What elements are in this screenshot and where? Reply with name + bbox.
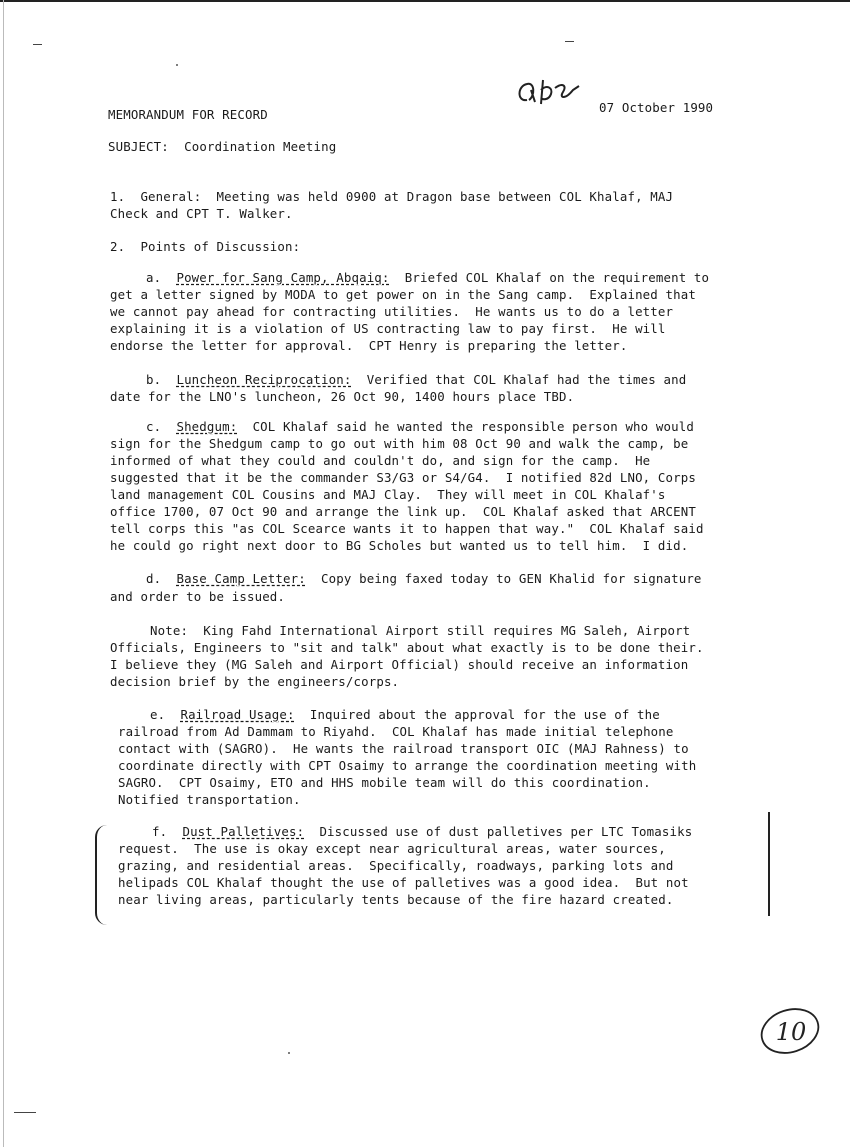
page-number-ring bbox=[758, 1006, 822, 1056]
item-d-line-1 bbox=[146, 570, 702, 587]
general-line-2: Check and CPT T. Walker. bbox=[110, 206, 293, 221]
memo-date: 07 October 1990 bbox=[599, 100, 714, 115]
item-c-line-5: land management COL Cousins and MAJ Clay. They will meet in COL Khalaf's bbox=[110, 487, 666, 502]
item-f-line-1-rest: Discussed use of dust palletives per LTC Tomasiks bbox=[304, 824, 693, 839]
item-f-line-4: helipads COL Khalaf thought the use of palletives was a good idea. But not bbox=[118, 875, 689, 890]
handwritten-bracket-left bbox=[95, 825, 109, 925]
item-a-line-3: we cannot pay ahead for contracting utilities. He wants us to do a letter bbox=[110, 304, 674, 319]
item-a-line-4: explaining it is a violation of US contracting law to pay first. He will bbox=[110, 321, 666, 336]
item-a-line-1-rest: Briefed COL Khalaf on the requirement to bbox=[389, 270, 710, 285]
item-c-line-4: suggested that it be the commander S3/G3 or S4/G4. I notified 82d LNO, Corps bbox=[110, 470, 696, 485]
subject-text: Coordination Meeting bbox=[184, 139, 337, 154]
note-line-2: Officials, Engineers to "sit and talk" about what exactly is to be done their. bbox=[110, 640, 704, 655]
memo-title: MEMORANDUM FOR RECORD bbox=[108, 107, 268, 122]
note-line-1: Note: King Fahd International Airport still requires MG Saleh, Airport bbox=[150, 623, 691, 638]
item-e-line-4: coordinate directly with CPT Osaimy to arrange the coordination meeting with bbox=[118, 758, 697, 773]
item-b-line-1 bbox=[146, 371, 686, 388]
item-d-prefix: d. bbox=[146, 571, 177, 586]
handwritten-initials bbox=[513, 70, 583, 110]
item-c-line-3: informed of what they could and couldn't do, and sign for the camp. He bbox=[110, 453, 651, 468]
subject-line bbox=[108, 138, 336, 155]
item-f-line-2: request. The use is okay except near agricultural areas, water sources, bbox=[118, 841, 666, 856]
points-heading: 2. Points of Discussion: bbox=[110, 239, 301, 254]
item-c-line-6: office 1700, 07 Oct 90 and arrange the link up. COL Khalaf asked that ARCENT bbox=[110, 504, 696, 519]
page-number: 10 bbox=[775, 1018, 807, 1046]
scan-top-border bbox=[0, 0, 850, 2]
item-d-title: Base Camp Letter: bbox=[176, 571, 306, 586]
item-c-line-1 bbox=[146, 418, 694, 435]
item-c-prefix: c. bbox=[146, 419, 177, 434]
item-c-line-8: he could go right next door to BG Scholes but wanted us to tell him. I did. bbox=[110, 538, 689, 553]
item-e-prefix: e. bbox=[150, 707, 181, 722]
subject-label: SUBJECT: bbox=[108, 139, 169, 154]
scan-mark bbox=[33, 44, 42, 45]
item-c-line-2: sign for the Shedgum camp to go out with him 08 Oct 90 and walk the camp, be bbox=[110, 436, 689, 451]
scan-left-edge bbox=[3, 0, 4, 1147]
item-a-line-2: get a letter signed by MODA to get power on in the Sang camp. Explained that bbox=[110, 287, 696, 302]
item-e-line-5: SAGRO. CPT Osaimy, ETO and HHS mobile team will do this coordination. bbox=[118, 775, 651, 790]
item-e-line-1-rest: Inquired about the approval for the use of the bbox=[294, 707, 660, 722]
item-c-title: Shedgum: bbox=[176, 419, 238, 434]
scan-mark bbox=[565, 41, 574, 42]
item-e-title: Railroad Usage: bbox=[180, 707, 295, 722]
item-b-title: Luncheon Reciprocation: bbox=[176, 372, 352, 387]
item-e-line-6: Notified transportation. bbox=[118, 792, 301, 807]
item-f-prefix: f. bbox=[152, 824, 183, 839]
item-f-line-5: near living areas, particularly tents because of the fire hazard created. bbox=[118, 892, 674, 907]
item-a-prefix: a. bbox=[146, 270, 177, 285]
item-f-line-3: grazing, and residential areas. Specifically, roadways, parking lots and bbox=[118, 858, 674, 873]
page-number-circle bbox=[758, 1006, 822, 1060]
scan-mark bbox=[14, 1112, 36, 1113]
general-line-1: 1. General: Meeting was held 0900 at Dragon base between COL Khalaf, MAJ bbox=[110, 189, 674, 204]
scan-speck bbox=[176, 64, 178, 66]
scan-speck bbox=[288, 1052, 290, 1054]
item-b-line-2: date for the LNO's luncheon, 26 Oct 90, 1400 hours place TBD. bbox=[110, 389, 575, 404]
item-c-line-1-rest: COL Khalaf said he wanted the responsible person who would bbox=[237, 419, 694, 434]
item-b-prefix: b. bbox=[146, 372, 177, 387]
handwritten-bracket-right bbox=[768, 812, 770, 916]
item-e-line-3: contact with (SAGRO). He wants the railroad transport OIC (MAJ Rahness) to bbox=[118, 741, 689, 756]
item-f-line-1 bbox=[152, 823, 692, 840]
item-a-line-1 bbox=[146, 269, 709, 286]
note-line-3: I believe they (MG Saleh and Airport Official) should receive an information bbox=[110, 657, 689, 672]
item-a-line-5: endorse the letter for approval. CPT Henry is preparing the letter. bbox=[110, 338, 628, 353]
item-e-line-1 bbox=[150, 706, 660, 723]
note-line-4: decision brief by the engineers/corps. bbox=[110, 674, 400, 689]
item-f-title: Dust Palletives: bbox=[182, 824, 305, 839]
item-d-line-2: and order to be issued. bbox=[110, 589, 286, 604]
item-b-line-1-rest: Verified that COL Khalaf had the times and bbox=[351, 372, 687, 387]
item-d-line-1-rest: Copy being faxed today to GEN Khalid for signature bbox=[305, 571, 702, 586]
item-c-line-7: tell corps this "as COL Scearce wants it to happen that way." COL Khalaf said bbox=[110, 521, 704, 536]
item-a-title: Power for Sang Camp, Abqaiq: bbox=[176, 270, 390, 285]
item-e-line-2: railroad from Ad Dammam to Riyahd. COL Khalaf has made initial telephone bbox=[118, 724, 674, 739]
